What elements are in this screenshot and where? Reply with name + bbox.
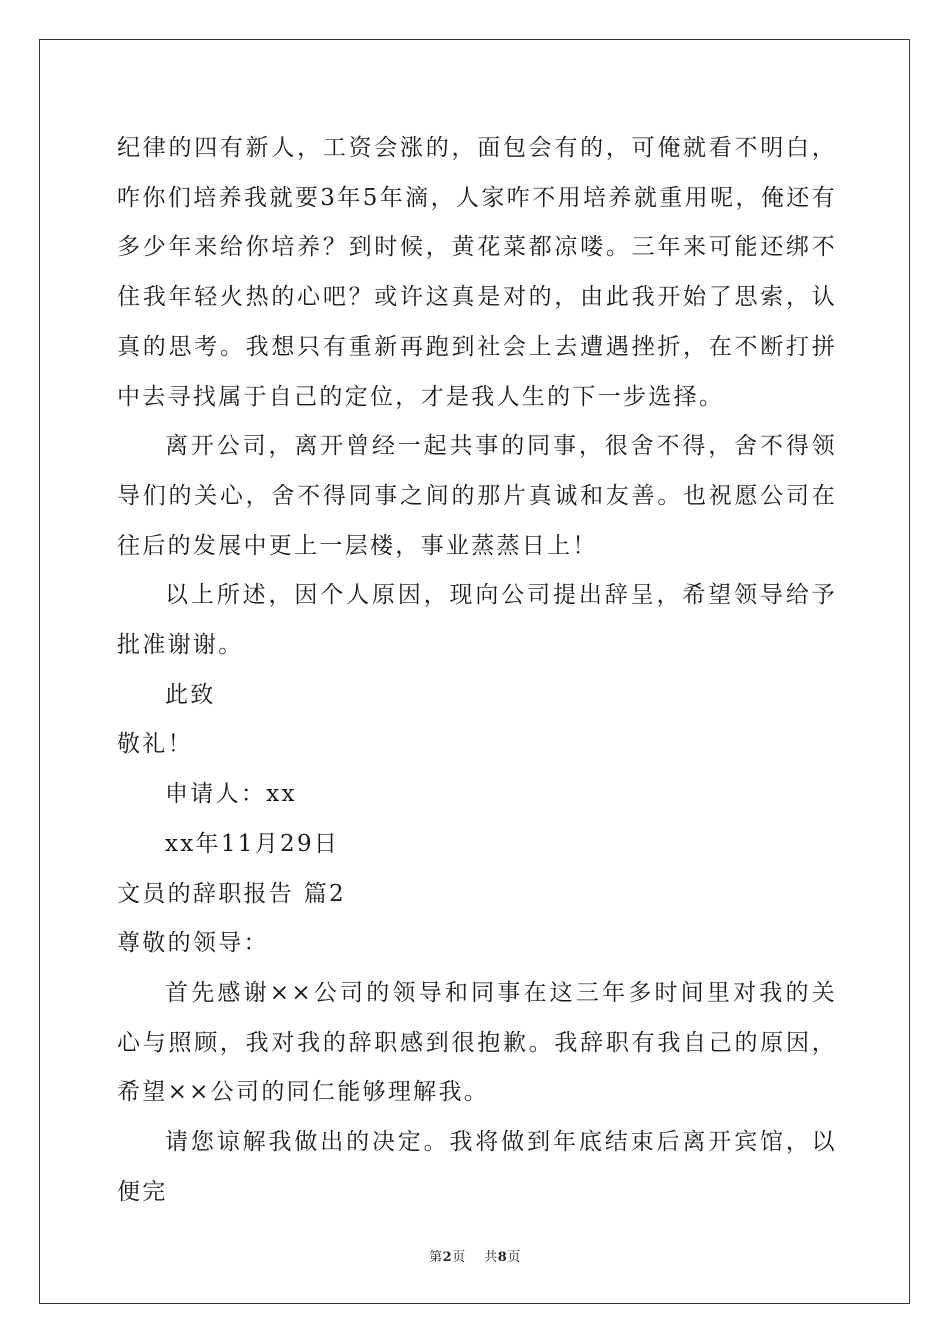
paragraph-resignation-request: 以上所述，因个人原因，现向公司提出辞呈，希望领导给予批准谢谢。 xyxy=(117,582,837,659)
total-prefix: 共 xyxy=(484,1250,498,1265)
paragraph-decision: 请您谅解我做出的决定。我将做到年底结束后离开宾馆，以便完 xyxy=(117,1129,837,1205)
applicant-signature: 申请人：xx xyxy=(165,781,297,808)
closing-regards: 敬礼！ xyxy=(117,731,193,758)
page-footer xyxy=(0,1246,950,1265)
current-page-number: 2 xyxy=(442,1250,453,1265)
paragraph-thanks: 首先感谢××公司的领导和同事在这三年多时间里对我的关心与照顾，我对我的辞职感到很抱歉。我辞职有我自己的原因，希望××公司的同仁能够理解我。 xyxy=(117,979,837,1106)
paragraph-farewell: 离开公司，离开曾经一起共事的同事，很舍不得，舍不得领导们的关心，舍不得同事之间的那片真诚和友善。也祝愿公司在往后的发展中更上一层楼，事业蒸蒸日上！ xyxy=(117,433,837,559)
total-page-count: 8 xyxy=(497,1250,508,1265)
page-prefix: 第 xyxy=(429,1250,443,1265)
letter-greeting: 尊敬的领导： xyxy=(117,930,269,957)
document-body xyxy=(117,124,837,1217)
signature-date: xx年11月29日 xyxy=(165,830,340,857)
closing-salutation: 此致 xyxy=(165,681,216,708)
paragraph-continuation: 纪律的四有新人，工资会涨的，面包会有的，可俺就看不明白，咋你们培养我就要3年5年滴，人家咋不用培养就重用呢，俺还有多少年来给你培养？到时候，黄花菜都凉喽。三年来可能还绑不住我年轻火热的心吧？或许这真是对的，由此我开始了思索，认真的思考。我想只有重新再跑到社会上去遭遇挫折，在不断打拼中去寻找属于自己的定位，才是我人生的下一步选择。 xyxy=(117,135,837,410)
section-heading: 文员的辞职报告 篇2 xyxy=(117,880,346,907)
page-suffix: 页 xyxy=(452,1250,466,1265)
total-suffix: 页 xyxy=(507,1250,521,1265)
